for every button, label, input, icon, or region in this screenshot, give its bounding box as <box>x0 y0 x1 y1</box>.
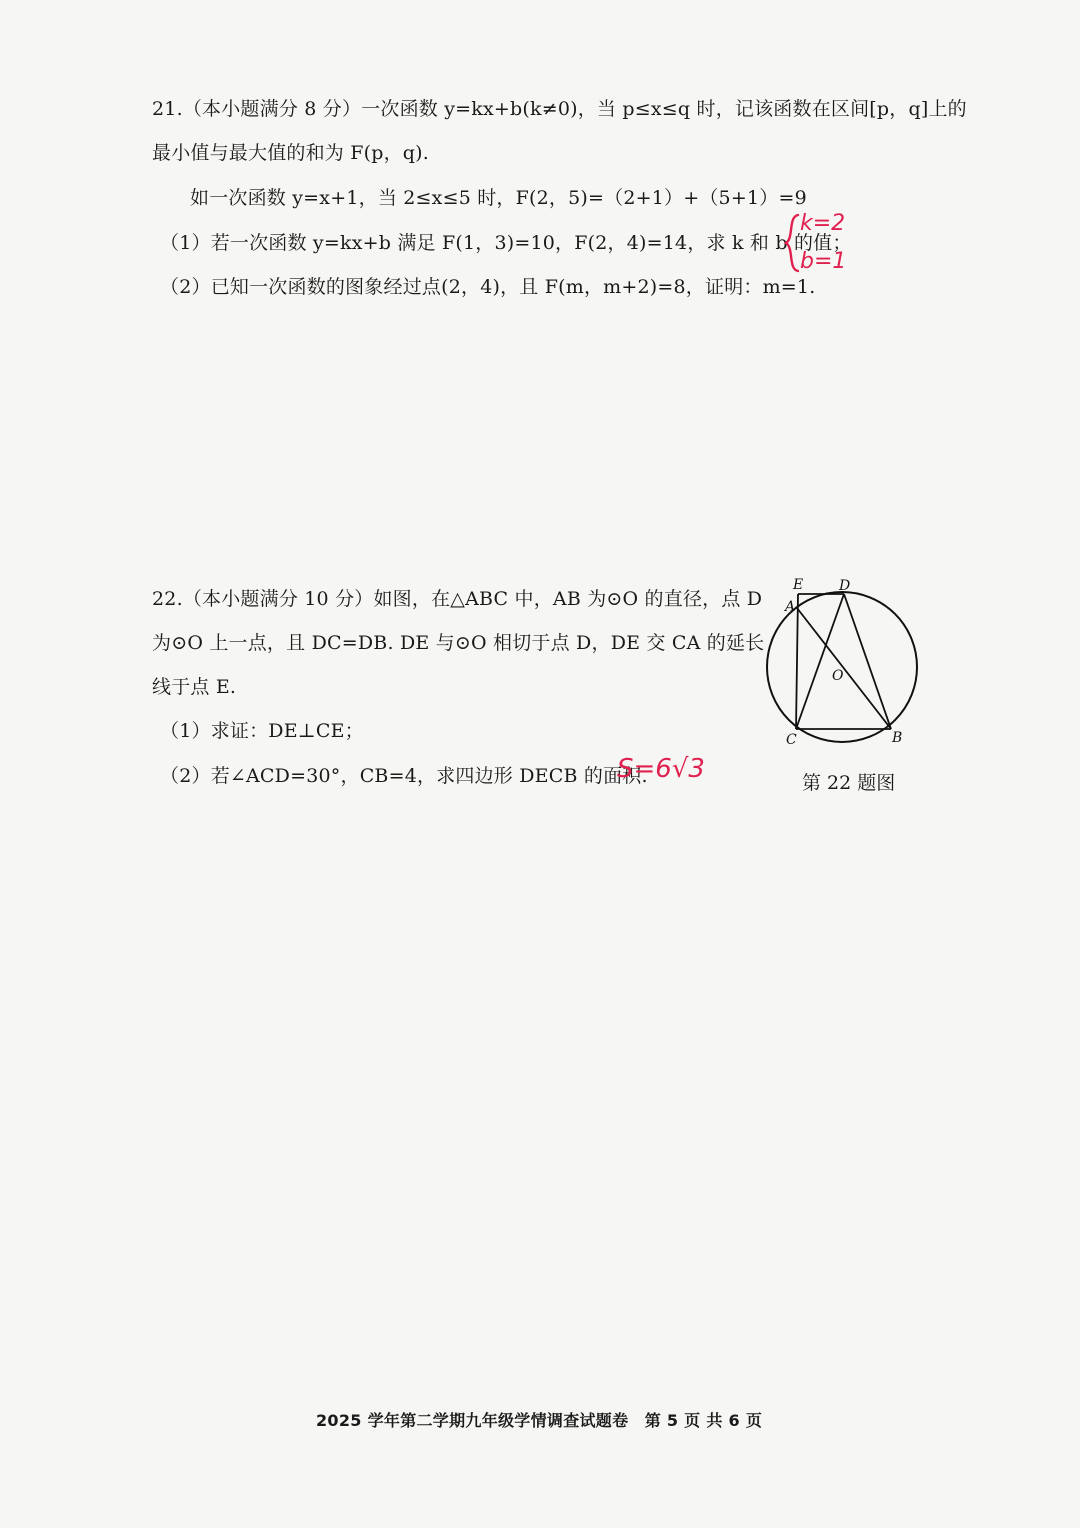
q21-part-1: （1）若一次函数 y=kx+b 满足 F(1，3)=10，F(2，4)=14，求 k 和 b 的值； <box>160 232 852 254</box>
circle-triangle-figure <box>760 572 930 752</box>
q22-line-2: 为⊙O 上一点，且 DC=DB. DE 与⊙O 相切于点 D，DE 交 CA 的延长 <box>152 632 765 654</box>
segment-db <box>844 594 891 729</box>
q21-line-2: 最小值与最大值的和为 F(p，q). <box>152 142 430 164</box>
q21-part-2: （2）已知一次函数的图象经过点(2，4)，且 F(m，m+2)=8，证明：m=1. <box>160 276 816 298</box>
q22-part-2: （2）若∠ACD=30°，CB=4，求四边形 DECB 的面积. <box>160 765 648 787</box>
point-label-e: E <box>793 577 804 593</box>
point-label-b: B <box>892 730 903 746</box>
page-footer: 2025 学年第二学期九年级学情调查试题卷 第 5 页 共 6 页 <box>316 1411 763 1430</box>
segment-dc <box>796 594 844 729</box>
point-label-o: O <box>832 668 844 684</box>
q21-line-1: 21.（本小题满分 8 分）一次函数 y=kx+b(k≠0)，当 p≤x≤q 时，记该函数在区间[p，q]上的 <box>152 98 967 120</box>
segment-ec <box>796 594 798 729</box>
point-label-d: D <box>839 578 851 594</box>
point-label-a: A <box>785 599 796 615</box>
segment-ab <box>797 608 891 729</box>
handwritten-answer-b: b=1 <box>800 249 847 274</box>
handwritten-answer-area: S=6√3 <box>617 754 705 784</box>
handwritten-answer-k: k=2 <box>800 211 846 236</box>
point-label-c: C <box>786 732 797 748</box>
q22-line-1: 22.（本小题满分 10 分）如图，在△ABC 中，AB 为⊙O 的直径，点 D <box>152 588 763 610</box>
q21-example: 如一次函数 y=x+1，当 2≤x≤5 时，F(2，5)=（2+1）+（5+1）=9 <box>190 187 807 209</box>
handwritten-brace-icon <box>782 212 802 274</box>
q22-line-3: 线于点 E. <box>152 676 237 698</box>
q22-part-1: （1）求证：DE⊥CE； <box>160 720 364 742</box>
figure-caption: 第 22 题图 <box>802 772 896 794</box>
